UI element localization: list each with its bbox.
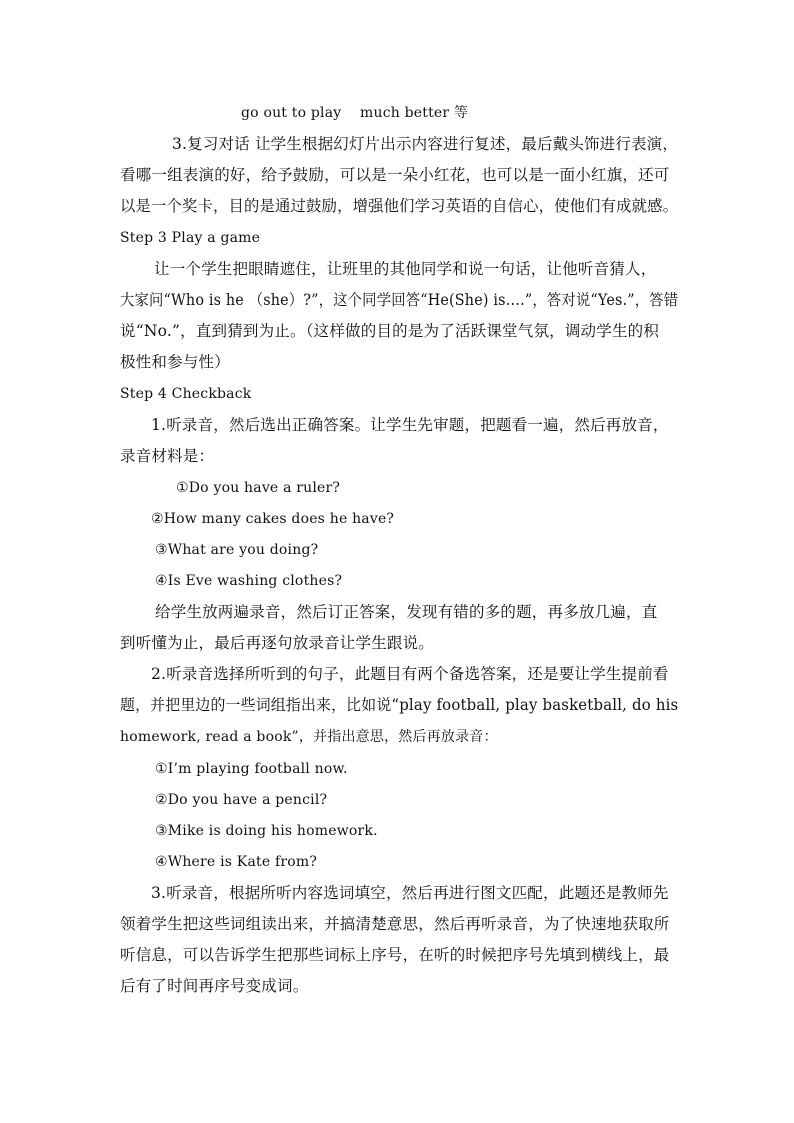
after-listen-paragraph-line: 给学生放两遍录音，然后订正答案，发现有错的多的题，再多放几遍，直	[155, 603, 658, 621]
game-paragraph-line: 让一个学生把眼睛遮住，让班里的其他同学和说一句话，让他听音猜人，	[154, 260, 657, 278]
recording-item: ③What are you doing?	[155, 542, 319, 558]
vocab-phrase-2: much better 等	[360, 105, 469, 121]
step3-heading: Step 3 Play a game	[120, 230, 261, 246]
recording-item: ②Do you have a pencil?	[155, 792, 328, 808]
recording-item: ④Where is Kate from?	[155, 854, 318, 870]
game-paragraph-line: 大家问“Who is he （she）?”，这个同学回答“He(She) is….”，答对说“Yes.”，答错	[120, 291, 679, 309]
review-paragraph-line: 3.复习对话 让学生根据幻灯片出示内容进行复述，最后戴头饰进行表演，	[172, 135, 679, 153]
listen2-paragraph-line: homework, read a book”，并指出意思，然后再放录音：	[120, 729, 498, 745]
review-paragraph-line: 看哪一组表演的好，给予鼓励，可以是一朵小红花，也可以是一面小红旗，还可	[120, 166, 670, 184]
listen1-paragraph-line: 录音材料是：	[120, 447, 215, 465]
vocab-phrase-1: go out to play	[241, 105, 342, 121]
game-paragraph-line: 说“No.”，直到猜到为止。（这样做的目的是为了活跃课堂气氛，调动学生的积	[120, 322, 660, 340]
listen3-paragraph-line: 听信息，可以告诉学生把那些词标上序号，在听的时候把序号先填到横线上，最	[120, 946, 670, 964]
game-paragraph-line: 极性和参与性）	[120, 353, 230, 371]
recording-item: ②How many cakes does he have?	[151, 511, 395, 527]
step4-heading: Step 4 Checkback	[120, 386, 252, 402]
listen3-paragraph-line: 后有了时间再序号变成词。	[120, 977, 309, 995]
listen2-paragraph-line: 题，并把里边的一些词组指出来，比如说“play football, play basketball, do his	[120, 696, 679, 714]
recording-item: ③Mike is doing his homework.	[155, 823, 378, 839]
listen2-paragraph-line: 2.听录音选择所听到的句子，此题目有两个备选答案，还是要让学生提前看	[151, 665, 669, 683]
review-paragraph-line: 以是一个奖卡，目的是通过鼓励，增强他们学习英语的自信心，使他们有成就感。	[120, 197, 679, 215]
listen3-paragraph-line: 3.听录音，根据所听内容选词填空，然后再进行图文匹配，此题还是教师先	[151, 884, 669, 902]
after-listen-paragraph-line: 到听懂为止，最后再逐句放录音让学生跟说。	[120, 634, 435, 652]
recording-item: ④Is Eve washing clothes?	[155, 573, 343, 589]
listen1-paragraph-line: 1.听录音，然后选出正确答案。让学生先审题，把题看一遍，然后再放音，	[151, 416, 669, 434]
listen3-paragraph-line: 领着学生把这些词组读出来，并搞清楚意思，然后再听录音，为了快速地获取所	[120, 915, 670, 933]
recording-item: ①I’m playing football now.	[155, 761, 348, 777]
recording-item: ①Do you have a ruler?	[176, 480, 341, 496]
